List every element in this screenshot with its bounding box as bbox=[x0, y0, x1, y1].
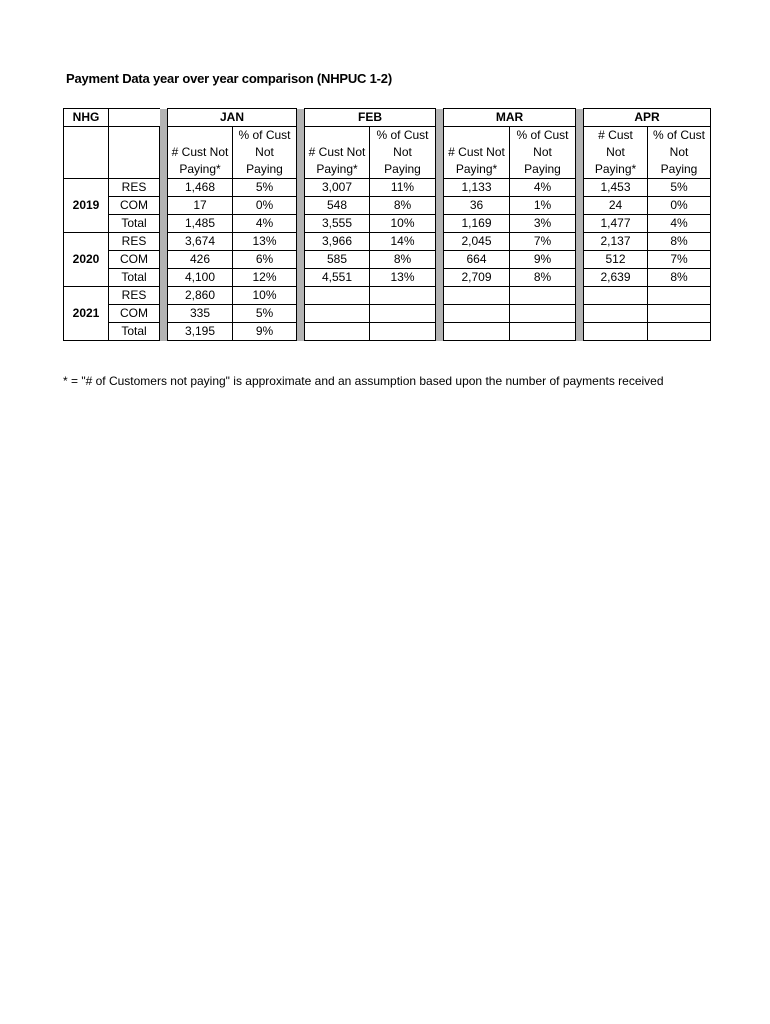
footnote: * = "# of Customers not paying" is approximate and an assumption based upon the number of payments received bbox=[63, 374, 664, 388]
cell-mar-cust: 664 bbox=[444, 251, 510, 269]
subheader-jan-pct: % of Cust bbox=[233, 127, 297, 145]
cell-mar-pct: 7% bbox=[510, 233, 576, 251]
subheader-mar-pct: Paying bbox=[510, 161, 576, 179]
cell-feb-cust: 4,551 bbox=[305, 269, 370, 287]
cell-feb-cust: 3,966 bbox=[305, 233, 370, 251]
subheader-jan-cust: # Cust Not bbox=[168, 144, 233, 161]
cell-feb-cust: 585 bbox=[305, 251, 370, 269]
cell-feb-pct bbox=[370, 323, 436, 341]
category-label: RES bbox=[109, 179, 160, 197]
subheader-apr-cust: Not bbox=[584, 144, 648, 161]
subheader-mar-cust: Paying* bbox=[444, 161, 510, 179]
cell-jan-pct: 10% bbox=[233, 287, 297, 305]
cell-feb-cust: 3,555 bbox=[305, 215, 370, 233]
cell-jan-pct: 12% bbox=[233, 269, 297, 287]
subheader-mar-pct: Not bbox=[510, 144, 576, 161]
subheader-feb-cust bbox=[305, 127, 370, 145]
table-row bbox=[64, 251, 711, 269]
table-row bbox=[64, 233, 711, 251]
subheader-row bbox=[64, 161, 711, 179]
cell-apr-pct: 8% bbox=[648, 269, 711, 287]
subheader-feb-pct: Paying bbox=[370, 161, 436, 179]
cell-jan-cust: 2,860 bbox=[168, 287, 233, 305]
cell-mar-pct: 1% bbox=[510, 197, 576, 215]
category-label: COM bbox=[109, 251, 160, 269]
year-label: 2020 bbox=[64, 233, 109, 287]
cell-jan-pct: 9% bbox=[233, 323, 297, 341]
month-header-feb: FEB bbox=[305, 109, 436, 127]
cell-feb-cust: 548 bbox=[305, 197, 370, 215]
cell-jan-cust: 3,195 bbox=[168, 323, 233, 341]
cell-feb-pct: 13% bbox=[370, 269, 436, 287]
category-label: RES bbox=[109, 287, 160, 305]
table-row bbox=[64, 287, 711, 305]
cell-apr-cust bbox=[584, 287, 648, 305]
cell-feb-pct bbox=[370, 287, 436, 305]
month-header-jan: JAN bbox=[168, 109, 297, 127]
corner-header: NHG bbox=[64, 109, 109, 127]
cell-apr-cust: 1,477 bbox=[584, 215, 648, 233]
subheader-row bbox=[64, 127, 711, 145]
cell-jan-cust: 1,468 bbox=[168, 179, 233, 197]
month-header-row bbox=[64, 109, 711, 127]
cell-feb-pct: 14% bbox=[370, 233, 436, 251]
category-label: COM bbox=[109, 305, 160, 323]
subheader-apr-pct: Paying bbox=[648, 161, 711, 179]
cell-apr-pct bbox=[648, 323, 711, 341]
subheader-mar-cust bbox=[444, 127, 510, 145]
category-label: Total bbox=[109, 269, 160, 287]
subheader-row bbox=[64, 144, 711, 161]
cell-mar-cust: 1,169 bbox=[444, 215, 510, 233]
table-row bbox=[64, 305, 711, 323]
subheader-apr-cust: # Cust bbox=[584, 127, 648, 145]
year-label: 2019 bbox=[64, 179, 109, 233]
category-label: Total bbox=[109, 323, 160, 341]
subheader-jan-pct: Not bbox=[233, 144, 297, 161]
cell-feb-pct bbox=[370, 305, 436, 323]
cell-mar-cust: 36 bbox=[444, 197, 510, 215]
subheader-feb-pct: % of Cust bbox=[370, 127, 436, 145]
cell-apr-cust: 24 bbox=[584, 197, 648, 215]
cell-apr-pct: 8% bbox=[648, 233, 711, 251]
cell-mar-pct: 4% bbox=[510, 179, 576, 197]
cell-apr-cust: 2,137 bbox=[584, 233, 648, 251]
cell-apr-cust bbox=[584, 323, 648, 341]
month-header-mar: MAR bbox=[444, 109, 576, 127]
cell-feb-cust bbox=[305, 323, 370, 341]
cell-apr-pct: 5% bbox=[648, 179, 711, 197]
cell-mar-pct: 9% bbox=[510, 251, 576, 269]
cell-jan-pct: 5% bbox=[233, 179, 297, 197]
cell-feb-pct: 10% bbox=[370, 215, 436, 233]
cell-apr-cust: 2,639 bbox=[584, 269, 648, 287]
cell-apr-cust: 512 bbox=[584, 251, 648, 269]
subheader-feb-pct: Not bbox=[370, 144, 436, 161]
cell-apr-pct bbox=[648, 287, 711, 305]
subheader-apr-cust: Paying* bbox=[584, 161, 648, 179]
cell-feb-cust bbox=[305, 287, 370, 305]
subheader-jan-pct: Paying bbox=[233, 161, 297, 179]
cell-feb-pct: 8% bbox=[370, 251, 436, 269]
cell-jan-pct: 5% bbox=[233, 305, 297, 323]
cell-jan-cust: 1,485 bbox=[168, 215, 233, 233]
cell-apr-cust bbox=[584, 305, 648, 323]
subheader-apr-pct: % of Cust bbox=[648, 127, 711, 145]
cell-mar-cust: 1,133 bbox=[444, 179, 510, 197]
cell-mar-pct bbox=[510, 287, 576, 305]
cell-mar-pct: 3% bbox=[510, 215, 576, 233]
cell-jan-pct: 13% bbox=[233, 233, 297, 251]
subheader-jan-cust bbox=[168, 127, 233, 145]
cell-jan-pct: 6% bbox=[233, 251, 297, 269]
category-label: RES bbox=[109, 233, 160, 251]
cell-mar-pct bbox=[510, 323, 576, 341]
cell-apr-pct bbox=[648, 305, 711, 323]
cell-apr-pct: 4% bbox=[648, 215, 711, 233]
cell-feb-pct: 8% bbox=[370, 197, 436, 215]
cell-mar-cust bbox=[444, 323, 510, 341]
cell-jan-cust: 335 bbox=[168, 305, 233, 323]
table-row bbox=[64, 323, 711, 341]
cell-mar-pct: 8% bbox=[510, 269, 576, 287]
payment-data-table bbox=[63, 108, 711, 341]
subheader-mar-cust: # Cust Not bbox=[444, 144, 510, 161]
document-title: Payment Data year over year comparison (NHPUC 1-2) bbox=[66, 71, 392, 86]
cell-jan-cust: 4,100 bbox=[168, 269, 233, 287]
cell-jan-pct: 0% bbox=[233, 197, 297, 215]
subheader-jan-cust: Paying* bbox=[168, 161, 233, 179]
subheader-feb-cust: # Cust Not bbox=[305, 144, 370, 161]
category-label: Total bbox=[109, 215, 160, 233]
cell-jan-cust: 17 bbox=[168, 197, 233, 215]
subheader-apr-pct: Not bbox=[648, 144, 711, 161]
cell-apr-cust: 1,453 bbox=[584, 179, 648, 197]
cell-jan-cust: 426 bbox=[168, 251, 233, 269]
cell-mar-cust: 2,045 bbox=[444, 233, 510, 251]
cell-jan-cust: 3,674 bbox=[168, 233, 233, 251]
table-row bbox=[64, 197, 711, 215]
table-row bbox=[64, 179, 711, 197]
cell-mar-pct bbox=[510, 305, 576, 323]
table-row bbox=[64, 269, 711, 287]
subheader-feb-cust: Paying* bbox=[305, 161, 370, 179]
year-label: 2021 bbox=[64, 287, 109, 341]
cell-mar-cust bbox=[444, 305, 510, 323]
cell-mar-cust: 2,709 bbox=[444, 269, 510, 287]
cell-feb-cust: 3,007 bbox=[305, 179, 370, 197]
cell-mar-cust bbox=[444, 287, 510, 305]
cell-jan-pct: 4% bbox=[233, 215, 297, 233]
cell-feb-pct: 11% bbox=[370, 179, 436, 197]
cell-apr-pct: 7% bbox=[648, 251, 711, 269]
cell-feb-cust bbox=[305, 305, 370, 323]
category-label: COM bbox=[109, 197, 160, 215]
subheader-mar-pct: % of Cust bbox=[510, 127, 576, 145]
month-header-apr: APR bbox=[584, 109, 711, 127]
table-row bbox=[64, 215, 711, 233]
cell-apr-pct: 0% bbox=[648, 197, 711, 215]
